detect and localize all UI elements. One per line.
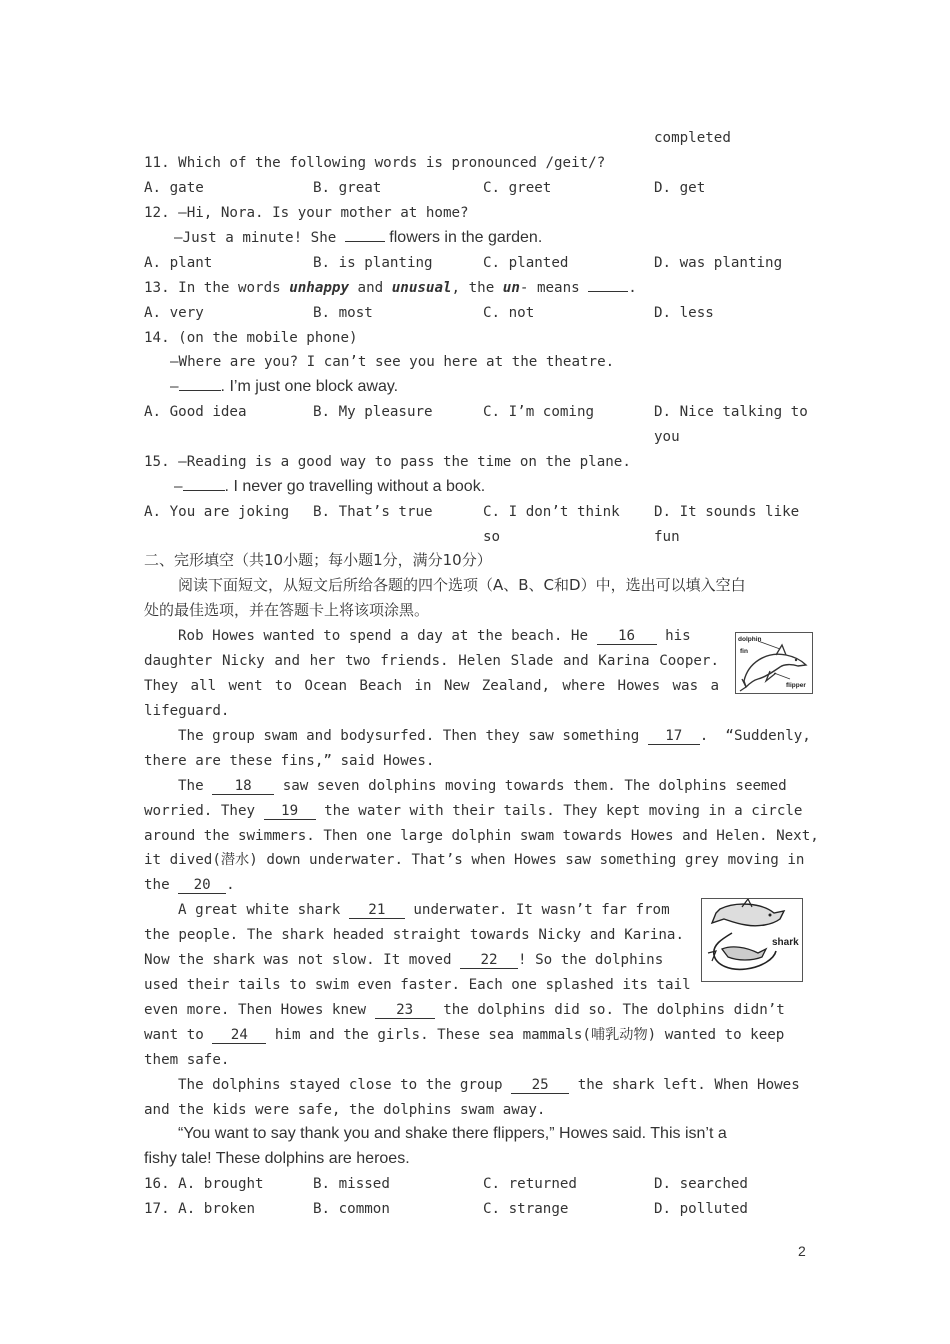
p3-line5-a: the xyxy=(144,877,170,893)
shark-picture xyxy=(701,898,803,982)
blank-16: 16 xyxy=(597,628,657,645)
p2-line2: there are these fins,” said Howes. xyxy=(144,753,435,769)
q17-option-d: D. polluted xyxy=(654,1201,748,1217)
q15-blank xyxy=(183,490,225,491)
p2-line1-a: The group swam and bodysurfed. Then they saw something xyxy=(178,728,640,744)
q15-option-d: D. It sounds like xyxy=(654,504,800,520)
p3-line2 xyxy=(144,801,802,821)
p6-line2: fishy tale! These dolphins are heroes. xyxy=(144,1150,410,1167)
q13-text-4: - means xyxy=(519,280,589,296)
p1-line1 xyxy=(178,626,719,646)
q13-option-b: B. most xyxy=(313,305,373,321)
p4-line6-a: want to xyxy=(144,1027,204,1043)
p5-line1 xyxy=(178,1075,800,1095)
dolphin-picture xyxy=(735,632,813,694)
q17-option-b: B. common xyxy=(313,1201,390,1217)
q15-line2-end: . I never go travelling without a book. xyxy=(224,478,486,495)
p4-line1-b: underwater. It wasn’t far from xyxy=(413,902,670,918)
q13-option-d: D. less xyxy=(654,305,714,321)
blank-17: 17 xyxy=(648,728,700,745)
p6-line1: “You want to say thank you and shake there flippers,” Howes said. This isn’t a xyxy=(178,1125,727,1142)
p3-line1-b: saw seven dolphins moving towards them. The dolphins seemed xyxy=(282,778,787,794)
q15-option-c-cont: so xyxy=(483,529,501,545)
q14-option-b: B. My pleasure xyxy=(313,404,433,420)
p4-line2: the people. The shark headed straight towards Nicky and Karina. xyxy=(144,927,684,943)
q11-stem: 11. Which of the following words is pronounced /geit/? xyxy=(144,155,606,171)
p1-line3: They all went to Ocean Beach in New Zealand, where Howes was a xyxy=(144,678,719,694)
q11-option-c: C. greet xyxy=(483,180,552,196)
section2-instruction-1: 阅读下面短文，从短文后所给各题的四个选项（A、B、C和D）中，选出可以填入空白 xyxy=(178,576,746,594)
q15-option-c: C. I don’t think xyxy=(483,504,620,520)
p3-line1 xyxy=(178,776,787,796)
q12-blank xyxy=(345,241,385,242)
p3-line1-a: The xyxy=(178,778,204,794)
q13-option-a: A. very xyxy=(144,305,204,321)
q14-option-d: D. Nice talking to xyxy=(654,404,808,420)
q14-option-d-cont: you xyxy=(654,429,680,445)
q13-text-5: . xyxy=(628,280,637,296)
p5-line1-a: The dolphins stayed close to the group xyxy=(178,1077,503,1093)
p1-line1-a: Rob Howes wanted to spend a day at the beach. He xyxy=(178,628,588,644)
q12-line2-end: flowers in the garden. xyxy=(384,229,543,246)
q17-option-a: 17. A. broken xyxy=(144,1201,256,1217)
q13-text-1: 13. In the words xyxy=(144,280,290,296)
section2-heading: 二、完形填空（共10小题；每小题1分，满分10分） xyxy=(144,551,492,569)
blank-25: 25 xyxy=(511,1077,569,1094)
q12-stem: 12. —Hi, Nora. Is your mother at home? xyxy=(144,205,469,221)
p4-line4: used their tails to swim even faster. Each one splashed its tail xyxy=(144,977,691,993)
q11-option-d: D. get xyxy=(654,180,706,196)
p4-line5-b: the dolphins did so. The dolphins didn’t xyxy=(443,1002,785,1018)
q15-line2 xyxy=(174,477,485,497)
p3-line2-a: worried. They xyxy=(144,803,256,819)
q14-line3-end: . I’m just one block away. xyxy=(220,378,399,395)
p1-line4: lifeguard. xyxy=(144,703,230,719)
fin-label: fin xyxy=(740,648,748,655)
q14-option-a: A. Good idea xyxy=(144,404,247,420)
p5-line1-b: the shark left. When Howes xyxy=(577,1077,800,1093)
q16-option-a: 16. A. brought xyxy=(144,1176,264,1192)
section2-instruction-2: 处的最佳选项，并在答题卡上将该项涂黑。 xyxy=(144,601,430,619)
page-number: 2 xyxy=(798,1243,806,1259)
p4-line1 xyxy=(178,900,670,920)
p1-line2: daughter Nicky and her two friends. Helen Slade and Karina Cooper. xyxy=(144,653,719,669)
q16-option-b: B. missed xyxy=(313,1176,390,1192)
top-note: completed xyxy=(654,130,731,146)
p3-line3: around the swimmers. Then one large dolphin swam towards Howes and Helen. Next, xyxy=(144,828,819,844)
p2-line1 xyxy=(178,726,811,746)
p4-line5 xyxy=(144,1000,785,1020)
q12-line2 xyxy=(174,228,542,248)
q14-dash: — xyxy=(170,379,179,395)
p4-line3-a: Now the shark was not slow. It moved xyxy=(144,952,452,968)
dolphin-icon xyxy=(736,633,812,693)
q17-option-c: C. strange xyxy=(483,1201,569,1217)
q13-text-2: and xyxy=(349,280,392,296)
blank-20: 20 xyxy=(178,877,226,894)
p4-line1-a: A great white shark xyxy=(178,902,341,918)
q15-option-a: A. You are joking xyxy=(144,504,290,520)
flipper-label: flipper xyxy=(786,682,806,689)
q13-blank xyxy=(588,291,628,292)
q13-word-un: un xyxy=(502,280,520,296)
q13-word-unusual: unusual xyxy=(391,280,452,296)
q14-blank xyxy=(179,390,221,391)
q14-stem: 14. (on the mobile phone) xyxy=(144,330,358,346)
q14-line3 xyxy=(170,377,398,397)
q16-option-d: D. searched xyxy=(654,1176,748,1192)
blank-21: 21 xyxy=(349,902,405,919)
q12-option-b: B. is planting xyxy=(313,255,433,271)
q15-option-d-cont: fun xyxy=(654,529,680,545)
p3-line2-b: the water with their tails. They kept moving in a circle xyxy=(324,803,803,819)
p2-line1-b: . “Suddenly, xyxy=(699,728,811,744)
q12-option-c: C. planted xyxy=(483,255,569,271)
p4-line5-a: even more. Then Howes knew xyxy=(144,1002,367,1018)
q13-text-3: , the xyxy=(451,280,503,296)
q15-option-b: B. That’s true xyxy=(313,504,433,520)
p4-line3-b: ! So the dolphins xyxy=(518,952,664,968)
p3-line5 xyxy=(144,875,235,895)
dolphin-label: dolphin xyxy=(738,636,762,643)
p4-line3 xyxy=(144,950,663,970)
q13-stem xyxy=(144,278,637,298)
blank-18: 18 xyxy=(212,778,274,795)
q14-line2: —Where are you? I can’t see you here at the theatre. xyxy=(170,354,615,370)
q15-dash: — xyxy=(174,479,183,495)
p3-line4: it dived(潜水) down underwater. That’s when Howes saw something grey moving in xyxy=(144,852,805,868)
q15-stem: 15. —Reading is a good way to pass the time on the plane. xyxy=(144,454,631,470)
p4-line6-b: him and the girls. These sea mammals(哺乳动物) wanted to keep xyxy=(274,1027,785,1043)
q13-word-unhappy: unhappy xyxy=(289,280,350,296)
q12-option-a: A. plant xyxy=(144,255,213,271)
q16-option-c: C. returned xyxy=(483,1176,577,1192)
q14-option-c: C. I’m coming xyxy=(483,404,595,420)
p1-line1-b: his xyxy=(665,628,691,644)
blank-24: 24 xyxy=(212,1027,266,1044)
p3-line5-b: . xyxy=(226,877,235,893)
shark-label: shark xyxy=(772,937,799,948)
p4-line6 xyxy=(144,1025,784,1045)
p5-line2: and the kids were safe, the dolphins swam away. xyxy=(144,1102,546,1118)
blank-22: 22 xyxy=(460,952,518,969)
q12-line2-start: —Just a minute! She xyxy=(174,230,345,246)
q11-option-b: B. great xyxy=(313,180,382,196)
p4-line7: them safe. xyxy=(144,1052,230,1068)
shark-icon xyxy=(702,899,802,981)
q12-option-d: D. was planting xyxy=(654,255,783,271)
q11-option-a: A. gate xyxy=(144,180,204,196)
q13-option-c: C. not xyxy=(483,305,535,321)
blank-19: 19 xyxy=(264,803,316,820)
blank-23: 23 xyxy=(375,1002,435,1019)
